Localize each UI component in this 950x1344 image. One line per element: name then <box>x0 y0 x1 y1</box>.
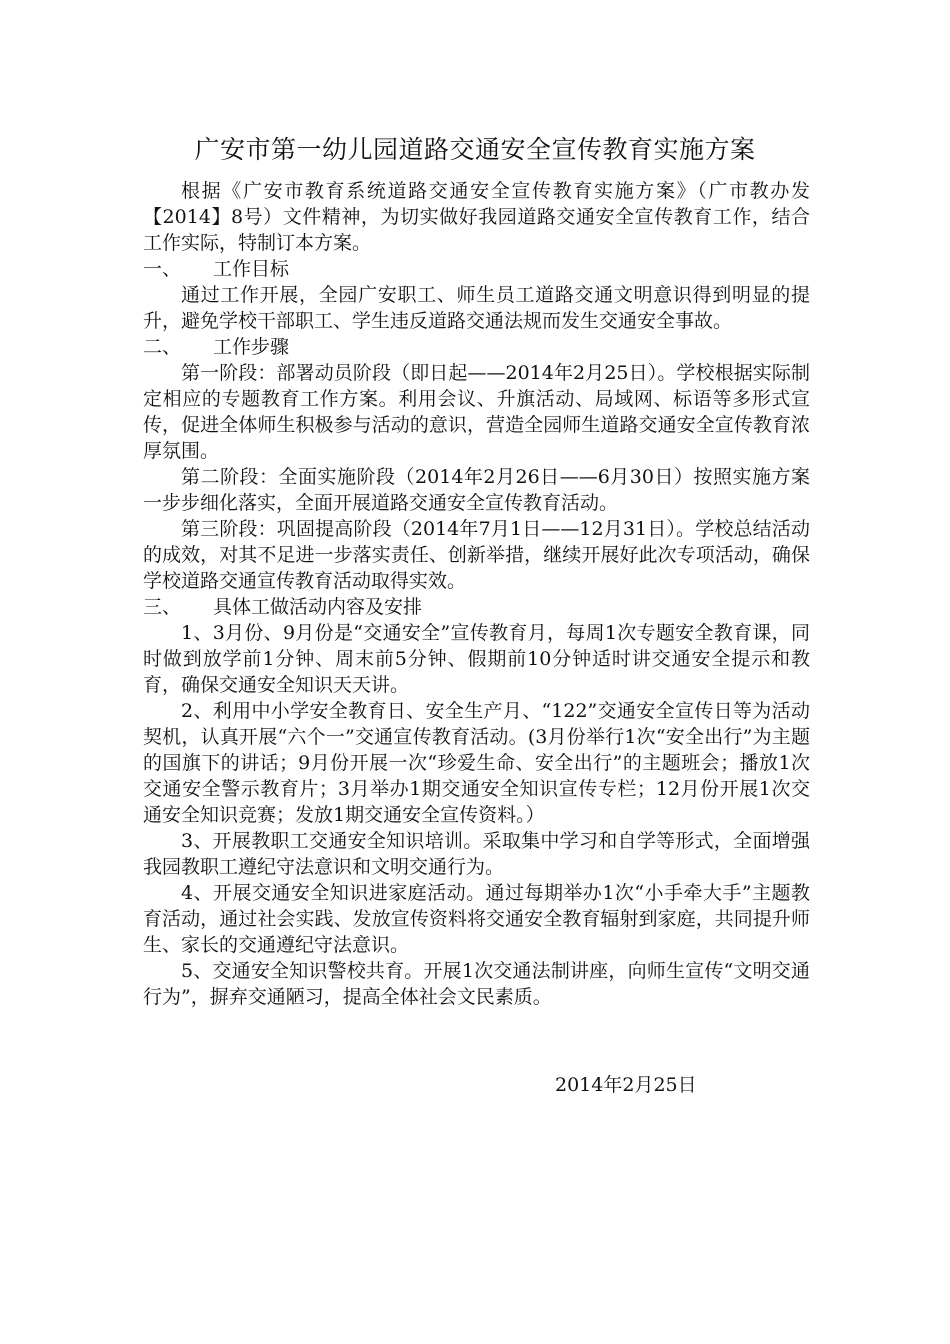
document-title: 广安市第一幼儿园道路交通安全宣传教育实施方案 <box>194 135 756 164</box>
body-paragraph: 第二阶段：全面实施阶段（2014年2月26日——6月30日）按照实施方案一步步细化落实，全面开展道路交通安全宣传教育活动。 <box>143 466 810 514</box>
section-title: 具体工做活动内容及安排 <box>213 596 423 618</box>
section-title: 工作目标 <box>213 258 290 280</box>
body-paragraph: 第一阶段：部署动员阶段（即日起——2014年2月25日）。学校根据实际制定相应的专题教育工作方案。利用会议、升旗活动、局域网、标语等多形式宣传，促进全体师生积极参与活动的意识，营造全园师生道路交通安全宣传教育浓厚氛围。 <box>143 362 810 462</box>
section-number: 三、 <box>143 596 182 618</box>
body-paragraph: 2、利用中小学安全教育日、安全生产月、“122”交通安全宣传日等为活动契机，认真开展“六个一”交通宣传教育活动。(3月份举行1次“安全出行”为主题的国旗下的讲话；9月份开展一次“珍爱生命、安全出行”的主题班会；播放1次交通安全警示教育片；3月举办1期交通安全知识宣传专栏；12月份开展1次交通安全知识竞赛；发放1期交通安全宣传资料。） <box>143 700 810 826</box>
document-body <box>143 178 810 1010</box>
body-paragraph: 5、交通安全知识警校共育。开展1次交通法制讲座，向师生宣传“文明交通行为”，摒弃交通陋习，提高全体社会文民素质。 <box>143 960 810 1008</box>
section-number: 一、 <box>143 258 182 280</box>
section-number: 二、 <box>143 336 182 358</box>
document-date: 2014年2月25日 <box>555 1074 697 1096</box>
section-heading-activities <box>143 594 810 620</box>
body-paragraph: 3、开展教职工交通安全知识培训。采取集中学习和自学等形式，全面增强我园教职工遵纪守法意识和文明交通行为。 <box>143 830 810 878</box>
body-paragraph: 1、3月份、9月份是“交通安全”宣传教育月，每周1次专题安全教育课，同时做到放学前1分钟、周末前5分钟、假期前10分钟适时讲交通安全提示和教育，确保交通安全知识天天讲。 <box>143 622 810 696</box>
section-heading-goals <box>143 256 810 282</box>
body-paragraph: 第三阶段：巩固提高阶段（2014年7月1日——12月31日）。学校总结活动的成效，对其不足进一步落实责任、创新举措，继续开展好此次专项活动，确保学校道路交通宣传教育活动取得实效。 <box>143 518 810 592</box>
intro-paragraph: 根据《广安市教育系统道路交通安全宣传教育实施方案》（广市教办发【2014】8号）文件精神，为切实做好我园道路交通安全宣传教育工作，结合工作实际，特制订本方案。 <box>143 180 810 254</box>
body-paragraph: 通过工作开展，全园广安职工、师生员工道路交通文明意识得到明显的提升，避免学校干部职工、学生违反道路交通法规而发生交通安全事故。 <box>143 284 810 332</box>
section-title: 工作步骤 <box>213 336 290 358</box>
section-heading-steps <box>143 334 810 360</box>
body-paragraph: 4、开展交通安全知识进家庭活动。通过每期举办1次“小手牵大手”主题教育活动，通过社会实践、发放宣传资料将交通安全教育辐射到家庭，共同提升师生、家长的交通遵纪守法意识。 <box>143 882 810 956</box>
